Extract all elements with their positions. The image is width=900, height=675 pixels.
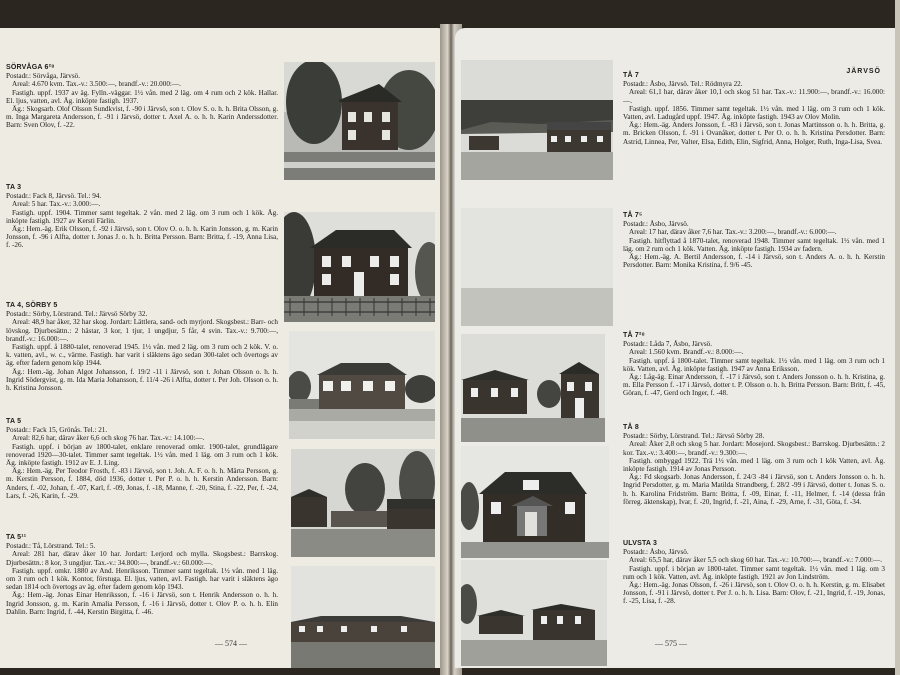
entry-title: TA 3: [6, 184, 22, 191]
page-number: — 575 —: [655, 639, 687, 648]
entry-line: Postadr.: Tå, Lörstrand. Tel.: 5.: [6, 542, 96, 551]
entry-line: Areal: 82,6 har, därav åker 6,6 och skog 76 har. Tax.-v.: 14.100:—.: [12, 434, 205, 443]
entry-line: Postadr.: Åsbo, Järvsö. Tel.: Rödmyra 22.: [623, 80, 743, 89]
entry-line: Areal: 1.560 kvm. Brandf.-v.: 8.000:—.: [629, 348, 744, 357]
entry-line: Äg.: Hem.-äg. A. Bertil Andersson, f. -14 i Järvsö, son t. Anders A. o. h. h. Kerstin Persdotter. Barn: Monika Kristina, f. 9/6 -45.: [623, 253, 885, 270]
entry-line: Fastigh. uppf. i början av 1800-talet. Timmer samt tegeltak. 1½ vån. med 1 läg. om 3 rum och 1 kök. Vatten, avl. Äg. inköpte fastigh. 1921 av Jon Lindström.: [623, 564, 885, 581]
entry-line: Fastigh. uppf. å 1880-talet, renoverad 1945. 1½ vån. med 2 läg. om 3 rum och 2 kök. V. o. k. vatten, avl., w. c., värme. Fastigh. har varit i släktens ägo sedan 300-talet och övertogs av äg. efter fadern genom köp 1944.: [6, 343, 278, 368]
left-page: [0, 28, 448, 668]
entry-ta5-11: [6, 534, 278, 616]
entry-line: Fastigh. ombyggd 1922. Trä 1½ vån. med 1 läg. om 3 rum och 1 kök Vatten, avl. Äg. inköpte fastigh. 1914 av Jonas Persson.: [623, 456, 885, 474]
entry-line: Postadr.: Fack 8, Järvsö. Tel.: 94.: [6, 192, 102, 201]
page-number: — 574 —: [215, 639, 247, 648]
entry-line: Postadr.: Sörby, Lörstrand. Tel.: Järvsö Sörby 28.: [623, 432, 765, 441]
entry-line: Areal: 281 har, därav åker 10 har. Jordart: Lerjord och mylla. Skogsbest.: Barrskog. Djurbesättn.: 8 kor, 3 ungdjur. Tax.-v.: 34.800:—, brandf.-v.: 60.000:—.: [6, 550, 278, 567]
entry-ta7-28: [623, 332, 885, 398]
entry-line: Äg.: Hem.-äg. Jonas Einar Henriksson, f. -16 i Järvsö, son t. Henrik Andersson o. h. h. Ingrid Jonsson, g. m. Karin Amalia Persson, f. -16 i Järvsö, dotter t. Olov P. o. h. h. Elin Dahlin. Barn: Ingrid, f. -44, Kerstin Birgitta, f. -46.: [6, 591, 278, 616]
entry-line: Areal: 4.670 kvm. Tax.-v.: 3.500:—, brandf.-v.: 20.000:—.: [12, 80, 181, 89]
entry-line: Fastigh. uppf. 1856. Timmer samt tegeltak. 1½ vån. med 1 läg. om 3 rum och 1 kök. Vatten, avl. Ladugård uppf. 1947. Äg. inköpte fastigh. 1943 av Olov Molin.: [623, 104, 885, 122]
entry-line: Areal: 65,5 har, därav åker 5,5 och skog 60 har. Tax.-v.: 10.700:—, brandf.-v.: 7.000:—.: [629, 556, 883, 565]
entry-sorvaga: [6, 64, 278, 130]
entry-ulvsta3: [623, 540, 885, 606]
farm-photo: [461, 60, 613, 180]
entry-line: Areal: 61,1 har, därav åker 10,1 och skog 51 har. Tax.-v.: 11.900:—, brandf.-v.: 16.000:—.: [623, 88, 885, 105]
entry-title: TÅ 8: [623, 424, 639, 431]
entry-line: Äg.: Hem.-äg. Jonas Olsson, f. -26 i Järvsö, son t. Olov O. o. h. h. Kerstin, g. m. Elisabet Jonsson, f. -91 i Järvsö, dotter t. Per J. o. h. h. Lisa. Barn: Olov, f. -21, Ingrid, f. -19, Jonas, f. -25, Lisa, f. -28.: [623, 581, 885, 606]
entry-line: Fastigh. hitflyttad å 1870-talet, renoverad 1948. Timmer samt tegeltak. 1½ vån. med 1 läg. om 2 rum och 1 kök. Vatten. Äg. inköpte fastigh. 1934 av fadern.: [623, 236, 885, 253]
entry-line: Äg.: Hem.-äg. Per Teodor Frosth, f. -83 i Järvsö, son t. Joh. A. F. o. h. h. Märta Persson, g. m. Kerstin Persson, f. 1884, död 1936, dotter t. Per P. o. h. h. Kerstin Andersson. Barn: Anders, f. -02, Johan, f. -07, Karl, f. -09, Jonas, f. -18, Manne, f. -20, Stina, f. -22, Per, f. -24, Lars, f. -26, Karin, f. -29.: [6, 467, 278, 500]
entry-line: Areal: 17 har, därav åker 7,6 har. Tax.-v.: 3.200:—, brandf.-v.: 6.000:—.: [629, 228, 837, 237]
house-photo: [291, 449, 435, 557]
entry-line: Äg.: Hem.-äg. Erik Olsson, f. -92 i Järvsö, son t. Olov O. o. h. h. Karin Jonsson, g. m. Karin Jonsson, f. -96 i Alfta, dotter t. Jonas J. o. h. h. Britta Persson. Barn: Britta, f. -19, Anna Lisa, f. -26.: [6, 225, 278, 250]
house-photo: [461, 334, 605, 442]
entry-title: TA 4, SÖRBY 5: [6, 302, 58, 309]
entry-title: TÅ 7²⁸: [623, 332, 646, 339]
entry-line: Äg.: Hem.-äg. Anders Jonsson, f. -83 i Järvsö, son t. Jonas Martinsson o. h. h. Britta, g. m. Bricken Olsson, f. -91 i Ovanåker, dotter t. Per O. o. h. h. Kristina Persdotter. Barn: Astrid, Linnea, Per, Valter, Elsa, Edith, Elin, Sigfrid, Anna, Holger, Ruth, Inga-Lisa, Svea.: [623, 121, 885, 146]
entry-title: TA 5¹¹: [6, 534, 27, 541]
farm-photo: [461, 560, 607, 666]
entry-line: Äg.: Hem.-äg. Johan Algot Johansson, f. 19/2 -11 i Järvsö, son t. Johan Olsson o. h. h. Ingrid Södergvist, g. m. Ida Maria Johansson, f. 11/4 -26 i Alfta, dotter t. Per Joh. Olsson o. h. h. Kristina Jonsson.: [6, 367, 278, 393]
house-photo: [461, 208, 613, 326]
house-photo: [289, 331, 435, 439]
right-page: [455, 28, 895, 668]
entry-line: Äg.: Låg-äg. Einar Andersson, f. -17 i Järvsö, son t. Anders Jonsson o. h. h. Kristina, g. m. Ella Persson f. -17 i Järvsö, dotter t. P. Olsson o. h. h. Britta Persson. Barn: Britt, f. -45, Göran, f. -47, Gerd och Inger, f. -48.: [623, 373, 885, 398]
entry-line: Fastigh. uppf. omkr. 1880 av And. Henriksson. Timmer samt tegeltak. 1½ vån. med 1 läg. om 3 rum och 1 kök. Kontor, förstuga. El. ljus, vatten, avl. Fastigh. har varit i släktens ägo sedan 1814 och övertogs av äg. efter fadern genom köp 1943.: [6, 566, 278, 592]
house-photo: [461, 446, 609, 558]
entry-title: TA 5: [6, 418, 22, 425]
entry-line: Fastigh. uppf. å 1800-talet. Timmer samt tegeltak. 1½ vån. med 1 läg. om 3 rum och 1 kök. Vatten, avl. Äg. inköpte fastigh. 1947 av Anna Eriksson.: [623, 356, 885, 373]
entry-title: ULVSTA 3: [623, 540, 658, 547]
entry-line: Äg.: Fd skogsarb. Jonas Andersson, f. 24/3 -84 i Järvsö, son t. Anders Jonsson o. h. h. Ingrid Persdotter, g. m. Maria Matilda Strandberg, f. 28/2 -99 i Järvsö, dotter t. Jonas S. o. h. h. Karolina Fridström. Barn: Britta, f. -09, Einar, f. -11, Helmer, f. -14 (dessa från förreg. äktenskap), Ivar, f. -20, Ingrid, f. -21, Aina, f. -29, Arne, f. -31, Göta, f. -34.: [623, 473, 885, 506]
entry-line: Äg.: Skogsarb. Olof Olsson Sundkvist, f. -90 i Järvsö, son t. Olov S. o. h. h. Brita Olsson, g. m. Inga Margareta Andersson, f. -91 i Järvsö, dotter t. Axel A. o. h. h. Karin Anderssdotter. Barn: Sven Olov, f. -22.: [6, 105, 278, 130]
entry-ta3: [6, 184, 278, 250]
entry-line: Areal: Åker 2,8 och skog 5 har. Jordart: Mosejord. Skogsbest.: Barrskog. Djurbesättn.: 2 kor. Tax.-v.: 3.400:—, brandf.-v.: 9.300:—.: [623, 440, 885, 457]
entry-ta5: [6, 418, 278, 500]
entry-title: TÅ 7: [623, 72, 639, 79]
entry-ta8: [623, 424, 885, 506]
entry-line: Postadr.: Åsbo, Järvsö.: [623, 220, 689, 229]
entry-line: Postadr.: Sörby, Lörstrand. Tel.: Järvsö Sörby 32.: [6, 310, 148, 319]
entry-line: Postadr.: Låda 7, Åsbo, Järvsö.: [623, 340, 713, 349]
entry-line: Areal: 48,9 har åker, 32 har skog. Jordart: Lättlera, sand- och myrjord. Skogsbest.: Barr- och lövskog. Djurbesättn.: 2 hästar, 3 kor, 1 tjur, 1 ungdjur, 5 får, 4 svin. Tax.-v.: 9.700:—, brandf.-v.: 16.000:—.: [6, 318, 278, 343]
entry-title: TÅ 7⁵: [623, 212, 643, 219]
entry-line: Postadr.: Sörvåga, Järvsö.: [6, 72, 81, 81]
entry-title: SÖRVÅGA 6²⁸: [6, 64, 55, 71]
entry-line: Postadr.: Fack 15, Grönås. Tel.: 21.: [6, 426, 108, 435]
running-header: JÄRVSÖ: [846, 68, 881, 75]
entry-line: Fastigh. uppf. 1904. Timmer samt tegeltak. 2 vån. med 2 läg. om 3 rum och 1 kök. Äg. inköpte fastigh. 1927 av Kersti Färlin.: [6, 208, 278, 225]
entry-ta7-5: [623, 212, 885, 269]
entry-line: Areal: 5 har. Tax.-v.: 3.000:—.: [12, 200, 101, 209]
house-photo: [284, 212, 435, 322]
house-photo: [291, 566, 435, 668]
entry-line: Fastigh. uppf. i början av 1800-talet, enklare renoverad omkr. 1900-talet, grundlägare renoverad 1920—30-talet. Timmer samt tegeltak. 1½ vån. med 1 läg. om 3 rum och 1 kök. Äg. inköpte fastigh. 1912 av E. J. Ling.: [6, 442, 278, 468]
entry-line: Fastigh. uppf. 1937 av äg. Fylln.-väggar. 1½ vån. med 2 läg. om 4 rum och 2 kök. Hallar. El. ljus, vatten, avl. Äg. inköpte fastigh. 1937.: [6, 88, 278, 105]
entry-line: Postadr.: Åsbo, Järvsö.: [623, 548, 689, 557]
house-photo: [284, 62, 435, 180]
entry-ta7: [623, 72, 885, 146]
entry-ta4-sorby5: [6, 302, 278, 392]
book-edge: [895, 0, 900, 675]
